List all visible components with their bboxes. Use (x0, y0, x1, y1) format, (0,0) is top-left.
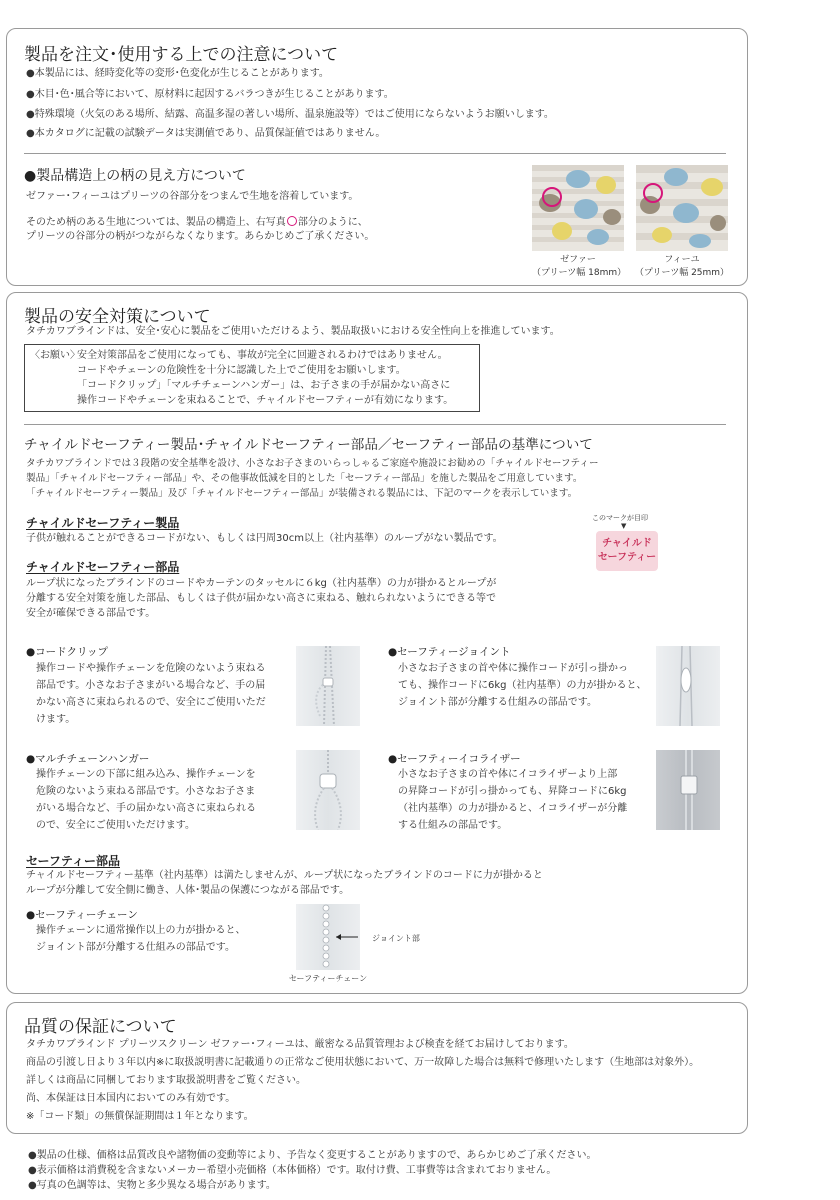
cord-clip-line-4: けます。 (36, 714, 76, 725)
warranty-line-1: タチカワブラインド プリーツスクリーン ゼファー･フィーユは、厳密なる品質管理および検査を経てお届けしております。 (26, 1039, 574, 1050)
cs-product-title: チャイルドセーフティー製品 (26, 516, 180, 530)
divider (24, 424, 726, 425)
standards-line-2: 製品」「チャイルドセーフティー部品」や、その他事故低減を目的とした「セーフティー部品」を施した製品をご用意しています。 (26, 473, 583, 484)
cs-parts-line-3: 安全が確保できる部品です。 (26, 608, 156, 619)
pattern-title: ●製品構造上の柄の見え方について (24, 168, 246, 184)
standards-line-1: タチカワブラインドでは３段階の安全基準を設け、小さなお子さまのいらっしゃるご家庭や施設にお勧めの「チャイルドセーフティー (26, 458, 599, 469)
chain-hanger-photo (296, 750, 360, 830)
request-line-2: コードやチェーンの危険性を十分に認識した上でご使用をお願いします。 (77, 365, 406, 376)
cs-parts-title: チャイルドセーフティー部品 (26, 560, 180, 574)
cs-parts-line-1: ループ状になったブラインドのコードやカーテンのタッセルに６kg（社内基準）の力が掛かるとループが (26, 578, 497, 589)
notice-bullet-1: ●本製品には、経時変化等の変形･色変化が生じることがあります。 (26, 68, 329, 79)
mark-arrow-icon: ▼ (621, 522, 627, 530)
safety-joint-photo (656, 646, 720, 726)
pattern-line-1: ゼファー･フィーユはプリーツの谷部分をつまんで生地を溶着しています。 (26, 191, 359, 202)
safety-joint-title: ●セーフティージョイント (388, 646, 511, 658)
warranty-title: 品質の保証について (24, 1017, 177, 1037)
cord-clip-photo (296, 646, 360, 726)
child-safety-mark: チャイルド セーフティー (596, 531, 658, 571)
safety-chain-title: ●セーフティーチェーン (26, 909, 138, 921)
safety-parts-title: セーフティー部品 (26, 854, 120, 868)
pattern-line-2: そのため柄のある生地については、製品の構造上、右写真 部分のように、 (26, 217, 368, 228)
cord-clip-title: ●コードクリップ (26, 646, 109, 658)
notice-title: 製品を注文･使用する上での注意について (24, 45, 339, 65)
chain-hanger-line-3: がいる場合など、手の届かない高さに束ねられる (36, 803, 256, 814)
standards-line-3: 「チャイルドセーフティー製品」及び「チャイルドセーフティー部品」が装備される製品には、下記のマークを表示しています。 (26, 488, 578, 499)
fille-fabric-photo (636, 165, 728, 251)
equalizer-line-3: （社内基準）の力が掛かると、イコライザーが分離 (398, 803, 628, 814)
circle-marker-icon (287, 216, 297, 226)
safety-title: 製品の安全対策について (24, 307, 211, 327)
chain-hanger-line-2: 危険のないよう束ねる部品です。小さなお子さま (36, 786, 256, 797)
warranty-line-2: 商品の引渡し日より３年以内※に取扱説明書に記載通りの正常なご使用状態において、万一故障した場合は無料で修理いたします（生地部は対象外）。 (26, 1057, 700, 1068)
warranty-line-5: ※「コード類」の無償保証期間は１年となります。 (26, 1111, 254, 1122)
equalizer-line-4: する仕組みの部品です。 (398, 820, 508, 831)
request-line-4: 操作コードやチェーンを束ねることで、チャイルドセーフティーが有効になります。 (77, 395, 454, 406)
safety-chain-line-2: ジョイント部が分離する仕組みの部品です。 (36, 942, 235, 953)
request-line-3: 「コードクリップ」「マルチチェーンハンガー」は、お子さまの手が届かない高さに (77, 380, 451, 391)
warranty-line-3: 詳しくは商品に同梱しております取扱説明書をご覧ください。 (26, 1075, 306, 1086)
safety-chain-line-1: 操作チェーンに通常操作以上の力が掛かると、 (36, 925, 246, 936)
equalizer-line-1: 小さなお子さまの首や体にイコライザーより上部 (398, 769, 618, 780)
chain-hanger-line-4: ので、安全にご使用いただけます。 (36, 820, 195, 831)
footnote-1: ●製品の仕様、価格は品質改良や諸物価の変動等により、予告なく変更することがありますので、あらかじめご了承ください。 (28, 1150, 597, 1161)
equalizer-title: ●セーフティーイコライザー (388, 753, 521, 765)
zephyr-fabric-photo (532, 165, 624, 251)
safety-intro: タチカワブラインドは、安全･安心に製品をご使用いただけるよう、製品取扱いにおける安全性向上を推進しています。 (26, 326, 560, 337)
zephyr-caption: ゼファー （プリーツ幅 18mm） (532, 255, 627, 278)
pattern-line-3: プリーツの谷部分の柄がつながらなくなります。あらかじめご了承ください。 (26, 231, 375, 242)
divider (24, 153, 726, 154)
notice-bullet-3: ●特殊環境（火気のある場所、結露、高温多湿の著しい場所、温泉施設等）ではご使用にならないようお願いします。 (26, 109, 554, 120)
equalizer-photo (656, 750, 720, 830)
equalizer-line-2: の昇降コードが引っ掛かっても、昇降コードに6kg (398, 786, 627, 797)
chain-hanger-title: ●マルチチェーンハンガー (26, 753, 150, 765)
cord-clip-line-2: 部品です。小さなお子さまがいる場合など、手の届 (36, 680, 266, 691)
safety-chain-caption: セーフティーチェーン (288, 974, 368, 983)
safety-joint-line-2: ても、操作コードに6kg（社内基準）の力が掛かると、 (398, 680, 647, 691)
cs-parts-line-2: 分離する安全対策を施した部品、もしくは子供が届かない高さに束ねる、触れられないようにできる等で (26, 593, 496, 604)
footnote-3: ●写真の色調等は、実物と多少異なる場合があります。 (28, 1180, 276, 1191)
standards-title: チャイルドセーフティー製品･チャイルドセーフティー部品／セーフティー部品の基準について (24, 437, 593, 453)
cord-clip-line-1: 操作コードや操作チェーンを危険のないよう束ねる (36, 663, 266, 674)
warranty-line-4: 尚、本保証は日本国内においてのみ有効です。 (26, 1093, 236, 1104)
request-label: 〈お願い〉 (30, 350, 80, 361)
safety-joint-line-3: ジョイント部が分離する仕組みの部品です。 (398, 697, 597, 708)
safety-joint-line-1: 小さなお子さまの首や体に操作コードが引っ掛かっ (398, 663, 628, 674)
mark-note: このマークが目印 (592, 514, 648, 522)
footnote-2: ●表示価格は消費税を含まないメーカー希望小売価格（本体価格）です。取付け費、工事費等は含まれておりません。 (28, 1165, 557, 1176)
safety-parts-line-1: チャイルドセーフティー基準（社内基準）は満たしませんが、ループ状になったブラインドのコードに力が掛かると (26, 870, 543, 881)
cord-clip-line-3: かない高さに束ねられるので、安全にご使用いただ (36, 697, 266, 708)
safety-chain-photo (296, 904, 360, 970)
chain-hanger-line-1: 操作チェーンの下部に組み込み、操作チェーンを (36, 769, 256, 780)
joint-label: ジョイント部 (372, 934, 420, 943)
fille-caption: フィーユ （プリーツ幅 25mm） (634, 255, 730, 278)
notice-bullet-2: ●木目･色･風合等において、原材料に起因するバラつきが生じることがあります。 (26, 89, 394, 100)
safety-parts-line-2: ループが分離して安全側に働き、人体･製品の保護につながる部品です。 (26, 885, 350, 896)
request-line-1: 安全対策部品をご使用になっても、事故が完全に回避されるわけではありません。 (77, 350, 448, 361)
cs-product-desc: 子供が触れることができるコードがない、もしくは円周30cm以上（社内基準）のループがない製品です。 (26, 533, 503, 544)
notice-bullet-4: ●本カタログに記載の試験データは実測値であり、品質保証値ではありません。 (26, 128, 386, 139)
